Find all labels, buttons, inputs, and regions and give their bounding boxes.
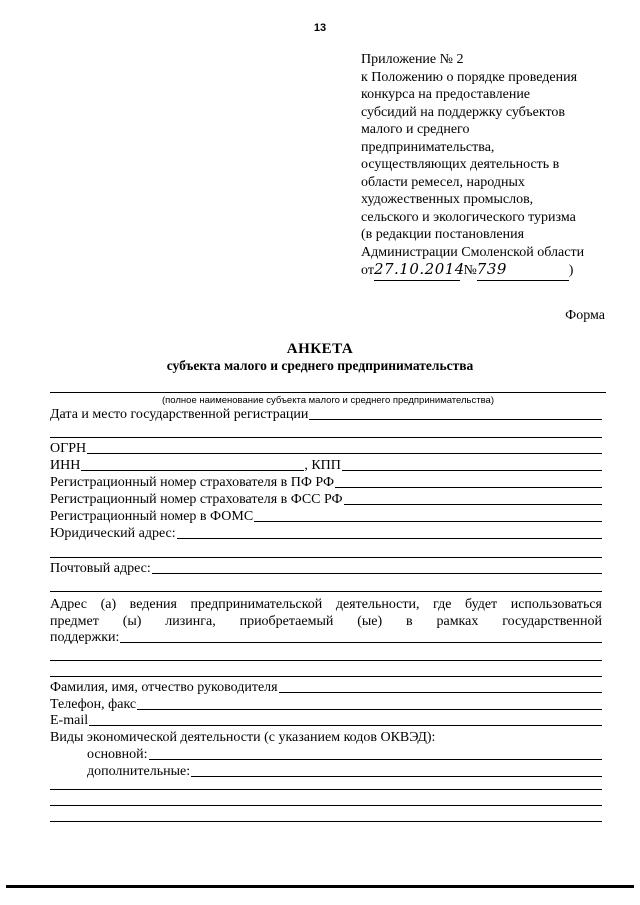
appendix-line: Администрации Смоленской области [361,244,585,260]
foms-field [50,509,602,525]
appendix-line: малого и среднего [361,122,470,137]
ogrn-input-line[interactable] [87,453,602,454]
form-subtitle: субъекта малого и среднего предпринимательства [166,358,474,373]
activity-blank-line-1[interactable] [50,789,602,790]
appendix-line: субсидий на поддержку субъектов [361,104,566,120]
additional-activity-input-line[interactable] [191,776,602,777]
inn-label: ИНН [50,458,81,473]
main-activity-label: основной: [87,747,148,762]
activities-label: Виды экономической деятельности (с указанием кодов ОКВЭД): [50,730,436,745]
activity-extra-line-1[interactable] [50,660,602,661]
legal-address-input-line[interactable] [177,538,602,539]
postal-address-label: Почтовый адрес: [50,561,151,576]
additional-activity-label: дополнительные: [87,764,191,779]
kpp-input-line[interactable] [342,470,602,471]
registration-label: Дата и место государственной регистрации [50,407,309,422]
appendix-line: осуществляющих деятельность в [361,157,560,172]
support-input-line[interactable] [120,642,602,643]
pf-label: Регистрационный номер страхователя в ПФ РФ [50,475,335,490]
activity-blank-line-3[interactable] [50,821,602,822]
decree-line [361,261,584,281]
legal-address-field [50,526,602,542]
kpp-label: , КПП [304,458,341,473]
appendix-line: предпринимательства, [361,139,495,155]
postal-address-extra-line[interactable] [50,591,602,592]
page-bottom-border [6,885,634,888]
phone-field [50,697,602,713]
page-number: 13 [313,22,327,34]
support-label: поддержки: [50,630,120,645]
company-name-line[interactable] [50,392,606,393]
appendix-line: области ремесел, народных [361,174,525,190]
activity-address-line1: Адрес (а) ведения предпринимательской деятельности, где будет использоваться [50,597,602,612]
closing-paren: ) [568,263,574,278]
legal-address-label: Юридический адрес: [50,526,176,541]
foms-label: Регистрационный номер в ФОМС [50,509,254,524]
email-input-line[interactable] [89,725,602,726]
email-field [50,713,602,729]
legal-address-extra-line[interactable] [50,557,602,558]
head-name-label: Фамилия, имя, отчество руководителя [50,680,278,695]
additional-activity-field [87,764,602,780]
support-field [50,630,602,646]
postal-address-field [50,561,602,577]
phone-label: Телефон, факс [50,697,137,712]
fss-field [50,492,602,508]
inn-kpp-field [50,458,602,474]
activity-address-text [50,596,602,630]
handwritten-number: 739 [476,260,507,278]
ogrn-field [50,441,602,457]
fss-input-line[interactable] [344,504,602,505]
head-name-input-line[interactable] [279,692,602,693]
appendix-line: к Положению о порядке проведения [361,69,578,85]
registration-input-line[interactable] [309,419,602,420]
appendix-line: художественных промыслов, [361,192,534,207]
phone-input-line[interactable] [137,709,602,710]
appendix-line: конкурса на предоставление [361,87,531,102]
pf-input-line[interactable] [335,487,602,488]
form-title: АНКЕТА [286,341,354,357]
activity-address-line2: предмет (ы) лизинга, приобретаемый (ые) в рамках государственной [50,614,602,629]
company-name-hint: (полное наименование субъекта малого и среднего предпринимательства) [161,395,494,406]
foms-input-line[interactable] [254,521,602,522]
appendix-line: сельского и экологического туризма [361,209,576,225]
activity-blank-line-2[interactable] [50,805,602,806]
head-name-field [50,680,602,696]
inn-input-line[interactable] [81,470,304,471]
email-label: E-mail [50,713,89,728]
date-prefix: от [361,263,374,278]
postal-address-input-line[interactable] [152,573,602,574]
appendix-line: (в редакции постановления [361,227,525,242]
main-activity-field [87,747,602,763]
handwritten-date: 27.10.2014 [373,260,465,278]
number-prefix: № [463,263,477,278]
appendix-line: Приложение № 2 [361,52,464,67]
ogrn-label: ОГРН [50,441,87,456]
pf-field [50,475,602,491]
form-label: Форма [565,308,605,323]
fss-label: Регистрационный номер страхователя в ФСС РФ [50,492,343,507]
activities-heading [50,730,602,746]
activity-extra-line-2[interactable] [50,676,602,677]
registration-extra-line[interactable] [50,437,602,438]
appendix-block [361,51,584,281]
registration-field [50,407,602,423]
main-activity-input-line[interactable] [149,759,602,760]
